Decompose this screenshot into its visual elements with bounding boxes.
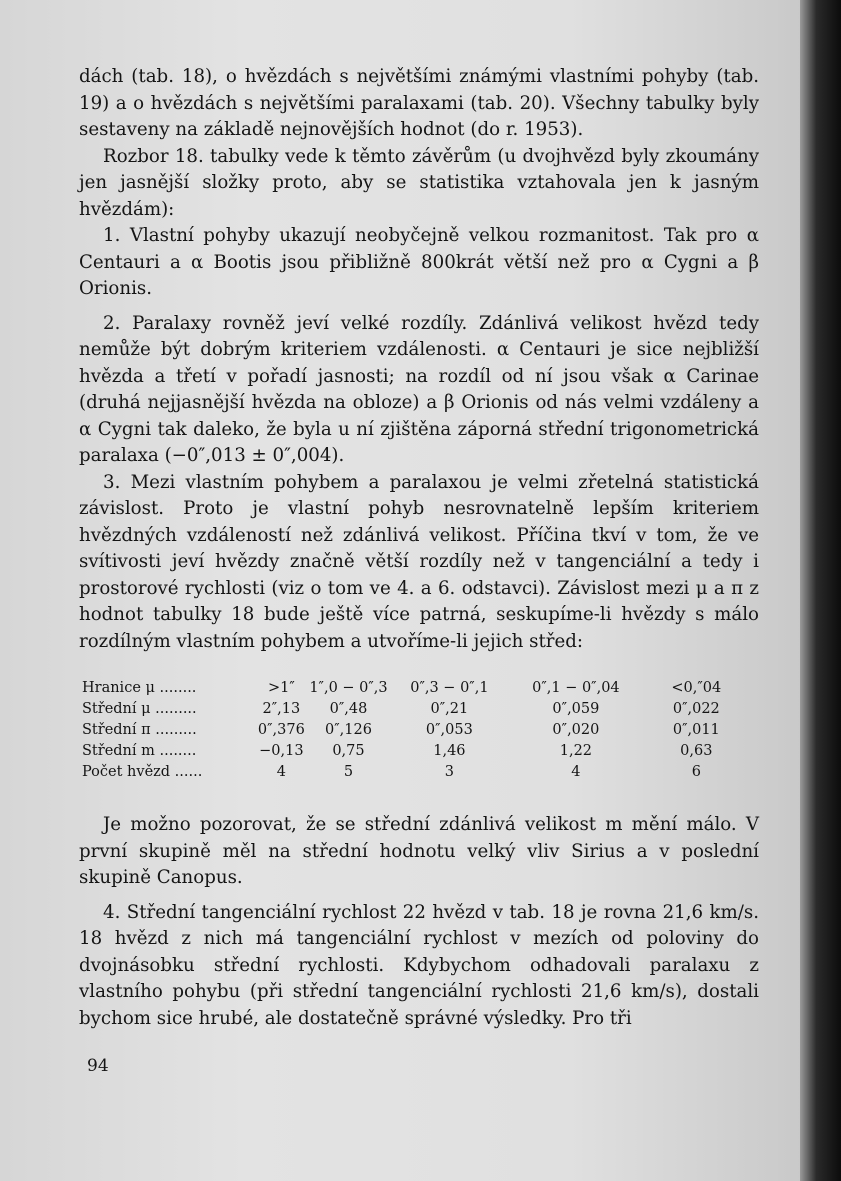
table-cell: 0″,020 xyxy=(552,722,600,738)
paragraph-point-4: 4. Střední tangenciální rychlost 22 hvězd v tab. 18 je rovna 21,6 km/s. 18 hvězd z nich má tangenciální rychlost v mezích od poloviny do dvojnásobku střední rychlosti. Kdybychom odhadovali paralaxu z vlastního pohybu (při střední tangenciální rychlosti 21,6 km/s), dostali bychom sice hrubé, ale dostatečně správné výsledky. Pro tři xyxy=(79,901,759,1029)
table-cell: 0″,053 xyxy=(425,722,473,738)
body-text-top xyxy=(79,64,759,655)
book-spine-shadow xyxy=(800,0,841,1181)
paragraph-point-1: 1. Vlastní pohyby ukazují neobyčejně velkou rozmanitost. Tak pro α Centauri a α Bootis jsou přibližně 800krát větší než pro α Cygni a β Orionis. xyxy=(79,225,759,299)
table-cell: 0″,1 − 0″,04 xyxy=(532,680,620,696)
row-label: Hranice μ ........ xyxy=(82,680,197,696)
table-cell: 5 xyxy=(343,764,354,780)
data-table xyxy=(82,678,752,783)
table-cell: 1″,0 − 0″,3 xyxy=(309,680,388,696)
paragraph-point-2: 2. Paralaxy rovněž jeví velké rozdíly. Zdánlivá velikost hvězd tedy nemůže být dobrým kriteriem vzdálenosti. α Centauri je sice nejbližší hvězda a třetí v pořadí jasnosti; na rozdíl od ní jsou však α Carinae (druhá nejjasnější hvězda na obloze) a β Orionis od nás velmi vzdáleny a α Cygni tak daleko, že byla u ní zjištěna záporná střední trigonometrická paralaxa (−0″,013 ± 0″,004). xyxy=(79,312,759,466)
table-cell: 1,22 xyxy=(559,743,593,759)
page-number: 94 xyxy=(87,1056,109,1076)
table-cell: 0″,3 − 0″,1 xyxy=(410,680,489,696)
paragraph-continuation: dách (tab. 18), o hvězdách s největšími známými vlastními pohyby (tab. 19) a o hvězdách s největšími paralaxami (tab. 20). Všechny tabulky byly sestaveny na základě nejnovějších hodnot (do r. 1953). xyxy=(79,66,759,140)
table-cell: 0″,48 xyxy=(329,701,368,717)
table-cell: 0″,011 xyxy=(672,722,720,738)
table-cell: 4 xyxy=(276,764,286,780)
table-cell: 1,46 xyxy=(433,743,466,759)
table-cell: 3 xyxy=(444,764,454,780)
table-cell: >1″ xyxy=(267,680,295,696)
table-cell: 0″,059 xyxy=(552,701,600,717)
table-cell: 0″,21 xyxy=(430,701,469,717)
table-cell: −0,13 xyxy=(259,743,304,759)
table-cell: 6 xyxy=(691,764,701,780)
table-row xyxy=(82,762,752,783)
row-label: Střední π ......... xyxy=(82,722,197,738)
row-label: Střední μ ......... xyxy=(82,701,197,717)
table-row xyxy=(82,678,752,699)
table-cell: 0,63 xyxy=(680,743,713,759)
table-cell: 0″,126 xyxy=(325,722,372,738)
table-row xyxy=(82,720,752,741)
table-cell: 0″,022 xyxy=(672,701,720,717)
table-cell: 0″,376 xyxy=(257,722,305,738)
table-cell: 4 xyxy=(571,764,581,780)
paragraph-observation: Je možno pozorovat, že se střední zdánlivá velikost m mění málo. V první skupině měl na střední hodnotu velký vliv Sirius a v poslední skupině Canopus. xyxy=(79,814,759,888)
row-label: Počet hvězd ...... xyxy=(82,764,203,780)
table-cell: 2″,13 xyxy=(262,701,301,717)
body-text-bottom xyxy=(79,812,759,1032)
paragraph-point-3: 3. Mezi vlastním pohybem a paralaxou je velmi zřetelná statistická závislost. Proto je vlastní pohyb nesrovnatelně lepším kriteriem hvězdných vzdáleností než zdánlivá velikost. Příčina tkví v tom, že ve svítivosti jeví hvězdy značně větší rozdíly než v tangenciální a tedy i prostorové rychlosti (viz o tom ve 4. a 6. odstavci). Závislost mezi μ a π z hodnot tabulky 18 bude ještě více patrná, seskupíme-li hvězdy s málo rozdílným vlastním pohybem a utvoříme-li jejich střed: xyxy=(79,471,759,652)
table-cell: <0,″04 xyxy=(671,680,722,696)
table-row xyxy=(82,699,752,720)
paragraph-analysis: Rozbor 18. tabulky vede k těmto závěrům (u dvojhvězd byly zkoumány jen jasnější složky proto, aby se statistika vztahovala jen k jasným hvězdám): xyxy=(79,145,759,220)
table-cell: 0,75 xyxy=(332,743,365,759)
table-row xyxy=(82,741,752,762)
row-label: Střední m ........ xyxy=(82,743,197,759)
